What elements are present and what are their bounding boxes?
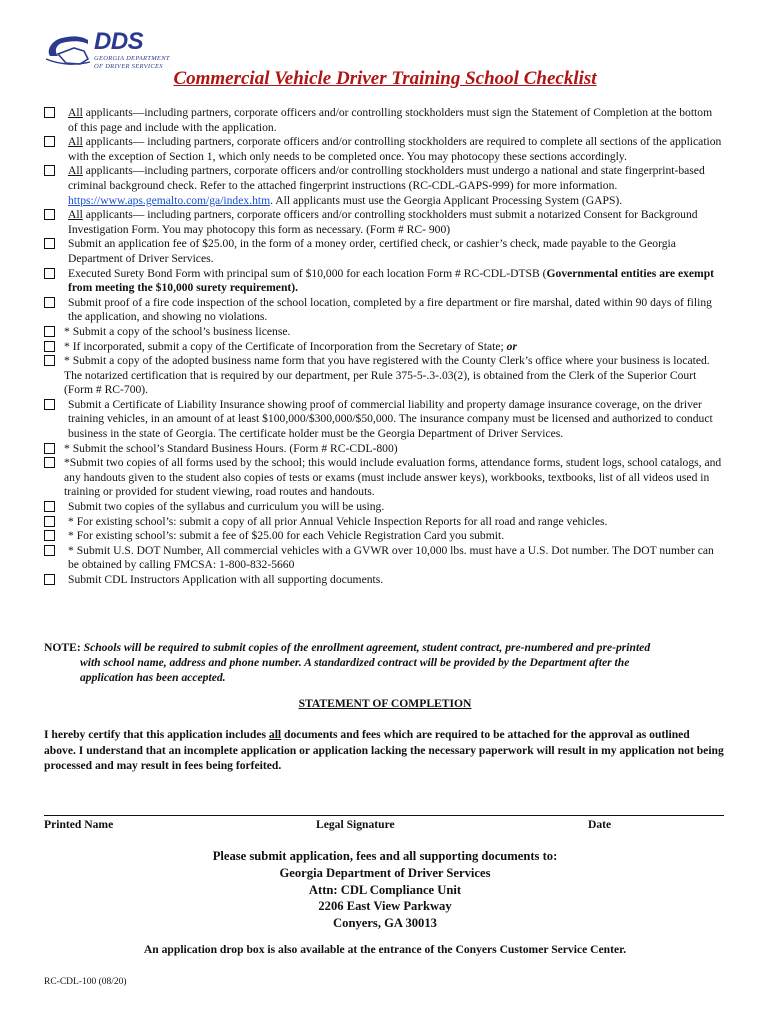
printed-name-label: Printed Name: [44, 818, 114, 831]
logo-text: DDS: [94, 28, 144, 55]
checklist-item: [44, 544, 724, 573]
item-text: applicants— including partners, corporate officers and/or controlling stockholders are required to complete all sections of the application with the exception of Section 1, which only needs to be completed once. You may photocopy these sections accordingly.: [68, 135, 722, 163]
item-text: Submit proof of a fire code inspection of the school location, completed by a fire department or fire marshal, dated within 90 days of filing the application, and showing no violations.: [68, 295, 712, 324]
item-text: Submit an application fee of $25.00, in the form of a money order, certified check, or cashier’s check, made payable to the Georgia Department of Driver Services.: [68, 237, 676, 265]
dds-logo: [44, 26, 174, 70]
checklist-item: [44, 237, 724, 266]
checklist-item: [44, 442, 724, 457]
checkbox[interactable]: [44, 341, 55, 352]
item-prefix: All: [68, 164, 83, 178]
checkbox[interactable]: [44, 516, 55, 527]
submit-line-1: Please submit application, fees and all supporting documents to:: [212, 849, 558, 863]
item-text: * Submit the school’s Standard Business Hours. (Form # RC-CDL-800): [64, 441, 398, 455]
checkbox[interactable]: [44, 209, 55, 220]
item-text: * For existing school’s: submit a copy of all prior Annual Vehicle Inspection Reports for all road and range vehicles.: [68, 514, 608, 528]
note-line-2: with school name, address and phone number. A standardized contract will be provided by the Department after the: [80, 656, 630, 669]
item-text-2: . All applicants must use the Georgia Applicant Processing System (GAPS).: [270, 193, 623, 207]
checkbox[interactable]: [44, 457, 55, 468]
checkbox[interactable]: [44, 297, 55, 308]
statement-part-2: documents and fees which are required to be attached for the approval as outlined above. I understand that an incomplete application or application lacking the necessary paperwork will result in my application not being processed and may result in fees being forfeited.: [44, 728, 724, 772]
item-text: applicants— including partners, corporate officers and/or controlling stockholders must submit a notarized Consent for Background Investigation Form. You may photocopy this form as necessary. (Form # RC- 900): [68, 208, 698, 236]
checklist-item: [44, 135, 724, 164]
note-label: NOTE:: [44, 641, 84, 654]
item-prefix: All: [68, 135, 83, 149]
item-text: * Submit a copy of the adopted business name form that you have registered with the County Clerk’s office where your business is located. The notarized certification that is required by our department, per Rule 375-5-.3-.03(2), is obtained from the Clerk of the Superior Court (Form # RC-700).: [64, 354, 710, 397]
signature-line[interactable]: [44, 815, 724, 816]
checkbox[interactable]: [44, 165, 55, 176]
checklist-item: [44, 515, 724, 530]
submit-address: [0, 848, 770, 932]
logo-subtitle-2: OF DRIVER SERVICES: [94, 63, 163, 70]
checkbox[interactable]: [44, 530, 55, 541]
item-text: * Submit U.S. DOT Number, All commercial vehicles with a GVWR over 10,000 lbs. must have a U.S. Dot number. The DOT number can be obtained by calling FMCSA: 1-800-832-5660: [68, 543, 714, 572]
item-text: Submit CDL Instructors Application with all supporting documents.: [68, 573, 384, 586]
checkbox[interactable]: [44, 443, 55, 454]
checklist-item: [44, 267, 724, 296]
date-label: Date: [588, 818, 612, 831]
checkbox[interactable]: [44, 355, 55, 366]
checkbox[interactable]: [44, 326, 55, 337]
item-text: Submit a Certificate of Liability Insurance showing proof of commercial liability and property damage insurance coverage, on the driver training vehicles, in an amount of at least $100,000/$300,000/$50,000. The insurance company must be licensed and authorized to conduct business in the state of Georgia. The certificate holder must be the Georgia Department of Driver Services.: [68, 397, 713, 441]
checklist-item: [44, 573, 724, 588]
georgia-state-icon: [44, 26, 94, 70]
item-text: *Submit two copies of all forms used by the school; this would include evaluation forms, attendance forms, student logs, school catalogs, and any handouts given to the student also copies of tests or exams (must include answer keys), workbooks, textbooks, list of all videos used in training or provided for student viewing, road routes and handouts.: [64, 456, 722, 499]
legal-signature-label: Legal Signature: [316, 818, 395, 831]
dropbox-notice: An application drop box is also available at the entrance of the Conyers Customer Service Center.: [143, 943, 627, 956]
statement-heading: STATEMENT OF COMPLETION: [298, 697, 472, 710]
item-text: applicants—including partners, corporate officers and/or controlling stockholders must undergo a national and state fingerprint-based criminal background check. Refer to the attached fingerprint instructions (RC-CDL-GAPS-999) for more information.: [68, 164, 705, 192]
checkbox[interactable]: [44, 545, 55, 556]
item-text: * Submit a copy of the school’s business license.: [64, 324, 291, 338]
gemalto-link[interactable]: https://www.aps.gemalto.com/ga/index.htm: [68, 193, 271, 207]
form-number: RC-CDL-100 (08/20): [44, 977, 127, 987]
item-bold-text: Governmental entities are exempt from meeting the $10,000 surety requirement).: [68, 266, 715, 295]
submit-line-3: Attn: CDL Compliance Unit: [308, 882, 462, 897]
item-text: applicants—including partners, corporate officers and/or controlling stockholders must sign the Statement of Completion at the bottom of this page and include with the application.: [68, 106, 713, 134]
checklist-item: [44, 106, 724, 135]
submit-line-2: Georgia Department of Driver Services: [279, 865, 491, 880]
checkbox[interactable]: [44, 399, 55, 410]
checklist-item: [44, 529, 724, 544]
statement-underlined: all: [268, 728, 282, 741]
item-text: * If incorporated, submit a copy of the Certificate of Incorporation from the Secretary of State;: [64, 339, 507, 353]
checklist-item: [44, 354, 724, 398]
checklist-item: [44, 208, 724, 237]
checklist-item: [44, 325, 724, 340]
checkbox[interactable]: [44, 136, 55, 147]
note-line-1: Schools will be required to submit copies of the enrollment agreement, student contract, pre-numbered and pre-printed: [83, 641, 651, 654]
submit-line-5: Conyers, GA 30013: [333, 916, 437, 931]
item-text: Submit two copies of the syllabus and curriculum you will be using.: [68, 500, 385, 514]
checklist-item: [44, 398, 724, 442]
checklist-item: [44, 456, 724, 500]
item-prefix: All: [68, 208, 83, 222]
logo-subtitle-1: GEORGIA DEPARTMENT: [94, 55, 170, 62]
statement-text: [44, 727, 724, 774]
checklist-item: [44, 164, 724, 208]
checklist-item: [44, 296, 724, 325]
item-text: * For existing school’s: submit a fee of $25.00 for each Vehicle Registration Card you submit.: [68, 529, 505, 543]
item-prefix: All: [68, 106, 83, 119]
statement-part-1: I hereby certify that this application includes: [44, 728, 269, 741]
checkbox[interactable]: [44, 574, 55, 585]
checklist: [44, 106, 724, 588]
checkbox[interactable]: [44, 501, 55, 512]
checklist-item: [44, 340, 724, 355]
checkbox[interactable]: [44, 107, 55, 118]
checkbox[interactable]: [44, 268, 55, 279]
item-or: or: [506, 339, 517, 353]
note-line-3: application has been accepted.: [80, 671, 226, 684]
submit-line-4: 2206 East View Parkway: [318, 899, 452, 914]
note: [44, 640, 724, 685]
checklist-item: [44, 500, 724, 515]
page-title: Commercial Vehicle Driver Training School Checklist: [173, 68, 597, 89]
item-text: Executed Surety Bond Form with principal sum of $10,000 for each location Form # RC-CDL-DTSB (: [68, 266, 547, 280]
checkbox[interactable]: [44, 238, 55, 249]
